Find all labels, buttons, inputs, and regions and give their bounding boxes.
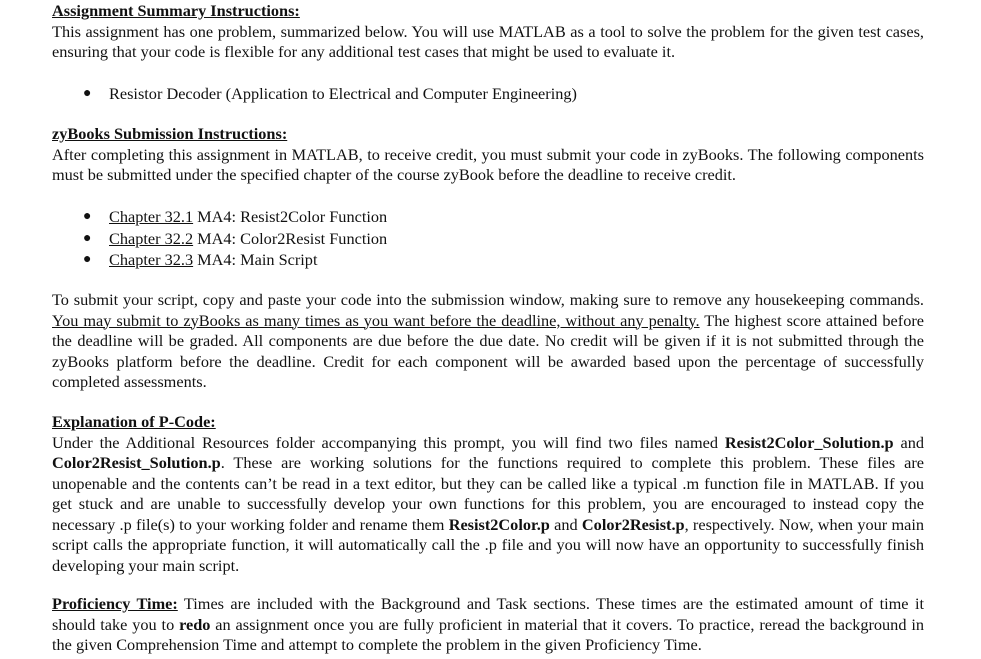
pcode-file-2: Color2Resist_Solution.p	[52, 453, 221, 472]
submit-text-1: To submit your script, copy and paste your code into the submission window, making sure to remove any housekeeping commands.	[52, 290, 924, 309]
list-item	[52, 206, 924, 228]
assignment-summary-body: This assignment has one problem, summarized below. You will use MATLAB as a tool to solve the problem for the given test cases, ensuring that your code is flexible for any additional test cases that might be used to evaluate it.	[52, 21, 924, 61]
pcode-section	[52, 412, 924, 576]
bullet-icon: ●	[83, 230, 92, 246]
proficiency-text-2: an assignment once you are fully proficient in material that it covers. To practice, reread the background in the given Comprehension Time and attempt to complete the problem in the given Proficiency Time.	[52, 614, 924, 654]
problem-list	[52, 83, 924, 105]
pcode-text-4: and	[549, 514, 582, 534]
chapter-desc: MA4: Color2Resist Function	[193, 228, 388, 248]
list-item	[52, 83, 924, 105]
chapter-link[interactable]: Chapter 32.3	[109, 250, 194, 269]
chapter-link[interactable]: Chapter 32.2	[109, 228, 194, 248]
pcode-text-3: . These are working solutions for the functions required to complete this problem. These files are unopenable and the contents can’t be read in a text editor, but they can be called like a typical .m function file in MATLAB. If you get stuck and are unable to successfully develop your own functions for this problem, you are encouraged to instead copy the necessary .p file(s) to your working folder and rename them	[52, 453, 924, 534]
pcode-text-5: , respectively. Now, when your main script calls the appropriate function, it will automatically call the .p file and you will now have an opportunity to successfully finish developing your main script.	[52, 514, 924, 575]
problem-item-label: Resistor Decoder (Application to Electrical and Computer Engineering)	[109, 84, 577, 103]
chapter-list	[52, 206, 924, 271]
pcode-heading: Explanation of P-Code:	[52, 412, 216, 431]
submit-text-2: The highest score attained before the deadline will be graded. All components are due before the due date. No credit will be given if it is not submitted through the zyBooks platform before the deadline. Credit for each component will be awarded based upon the percentage of successfully completed assessments.	[52, 310, 924, 391]
submission-paragraph	[52, 290, 924, 393]
pcode-file-1: Resist2Color_Solution.p	[724, 432, 894, 452]
chapter-link[interactable]: Chapter 32.1	[109, 207, 194, 226]
proficiency-bold: redo	[179, 614, 211, 634]
assignment-summary-heading: Assignment Summary Instructions:	[52, 1, 300, 20]
bullet-icon: ●	[83, 209, 92, 224]
pcode-file-3: Resist2Color.p	[448, 514, 550, 534]
submit-underlined-text: You may submit to zyBooks as many times as you want before the deadline, without any penalty.	[52, 310, 700, 330]
bullet-icon: ●	[83, 86, 92, 101]
proficiency-section	[52, 594, 924, 656]
bullet-icon: ●	[83, 252, 92, 267]
zybooks-section	[52, 124, 924, 186]
pcode-file-4: Color2Resist.p	[581, 514, 685, 534]
list-item	[52, 228, 924, 250]
proficiency-text-1: Times are included with the Background and Task sections. These times are the estimated amount of time it should take you to	[52, 594, 924, 634]
chapter-desc: MA4: Resist2Color Function	[193, 207, 388, 226]
zybooks-body: After completing this assignment in MATLAB, to receive credit, you must submit your code in zyBooks. The following components must be submitted under the specified chapter of the course zyBook before the deadline to receive credit.	[52, 144, 924, 184]
pcode-text-1: Under the Additional Resources folder accompanying this prompt, you will find two files named	[52, 432, 725, 452]
zybooks-heading: zyBooks Submission Instructions:	[52, 124, 288, 143]
list-item	[52, 249, 924, 271]
pcode-text-2: and	[893, 432, 925, 452]
chapter-desc: MA4: Main Script	[193, 250, 318, 269]
assignment-summary-section	[52, 1, 924, 63]
proficiency-heading: Proficiency Time:	[52, 594, 178, 613]
